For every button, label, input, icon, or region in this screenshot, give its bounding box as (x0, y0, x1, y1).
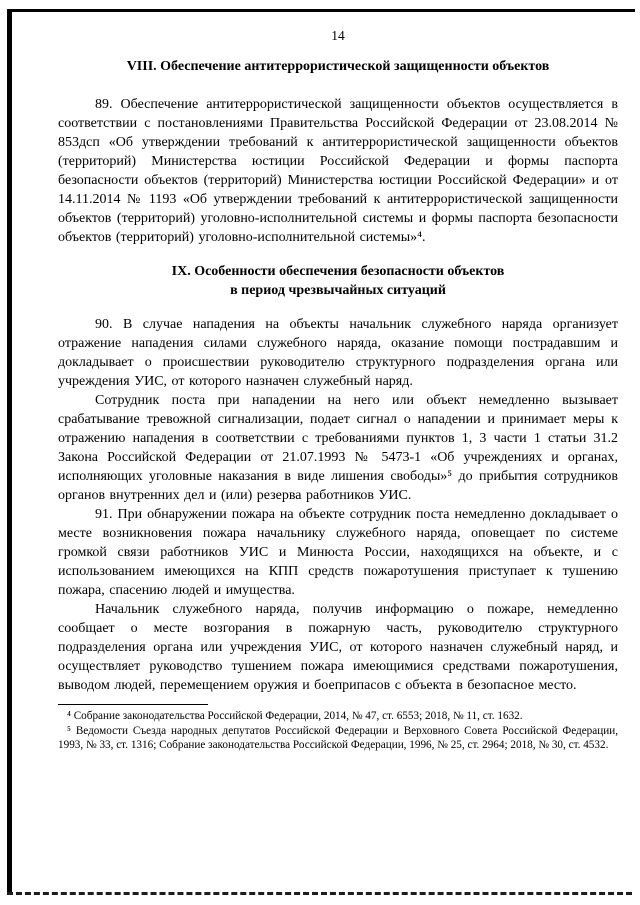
top-border-line (7, 9, 635, 12)
page-number: 14 (331, 28, 345, 43)
left-border-line (7, 9, 12, 892)
paragraph-91-continuation: Начальник служебного наряда, получив информацию о пожаре, немедленно сообщает о месте возгорания в пожарную часть, руководителю структурного подразделения органа или учреждения УИС, от которого назначен служебный наряд, и осуществляет руководство тушением пожара имеющимися средствами пожаротушения, выводом людей, перемещением оружия и боеприпасов с объекта в безопасное место. (58, 602, 618, 693)
footnote-4: ⁴ Собрание законодательства Российской Федерации, 2014, № 47, ст. 6553; 2018, № 11, ст. 1632. (67, 710, 523, 722)
section-ix-heading (58, 262, 618, 300)
section-ix-heading-line2: в период чрезвычайных ситуаций (230, 283, 446, 298)
footnotes-section (58, 704, 618, 753)
footnote-5: ⁵ Ведомости Съезда народных депутатов Российской Федерации и Верховного Совета Российской Федерации, 1993, № 33, ст. 1316; Собрание законодательства Российской Федерации, 1996, № 25, ст. 2964; 2018, № 30, ст. 4532. (58, 724, 618, 751)
paragraph-89: 89. Обеспечение антитеррористической защищенности объектов осуществляется в соответствии с постановлениями Правительства Российской Федерации от 23.08.2014 № 853дсп «Об утверждении требований к антитеррористической защищенности объектов (территорий) Министерства юстиции Российской Федерации и формы паспорта безопасности объектов (территорий) Министерства юстиции Российской Федерации» и от 14.11.2014 № 1193 «Об утверждении требований к антитеррористической защищенности объектов (территорий) уголовно-исполнительной системы и формы паспорта безопасности объектов (территорий) уголовно-исполнительной системы»⁴. (58, 97, 618, 245)
section-viii-heading: VIII. Обеспечение антитеррористической защищенности объектов (126, 59, 550, 74)
footnote-separator-line (58, 704, 208, 705)
paragraph-90: 90. В случае нападения на объекты начальник служебного наряда организует отражение нападения силами служебного наряда, оказание помощи пострадавшим и докладывает о происшествии руководителю структурного подразделения органа или учреждения УИС, от которого назначен служебный наряд. (58, 317, 618, 389)
bottom-dashed-line (7, 892, 632, 895)
page-content (58, 28, 618, 753)
paragraph-90-continuation: Сотрудник поста при нападении на него или объект немедленно вызывает срабатывание тревожной сигнализации, подает сигнал о нападении и принимает меры к отражению нападения в соответствии с требованиями пунктов 1, 3 части 1 статьи 31.2 Закона Российской Федерации от 21.07.1993 № 5473-1 «Об учреждениях и органах, исполняющих уголовные наказания в виде лишения свободы»⁵ до прибытия сотрудников органов внутренних дел и (или) резерва работников УИС. (58, 393, 618, 503)
section-ix-heading-line1: IX. Особенности обеспечения безопасности объектов (171, 264, 505, 279)
paragraph-91: 91. При обнаружении пожара на объекте сотрудник поста немедленно докладывает о месте возникновения пожара начальнику служебного наряда, оповещает по системе громкой связи работников УИС и Минюста России, находящихся на объекте, и с использованием имеющихся на КПП средств пожаротушения приступает к тушению пожара, спасению людей и имущества. (58, 507, 618, 598)
